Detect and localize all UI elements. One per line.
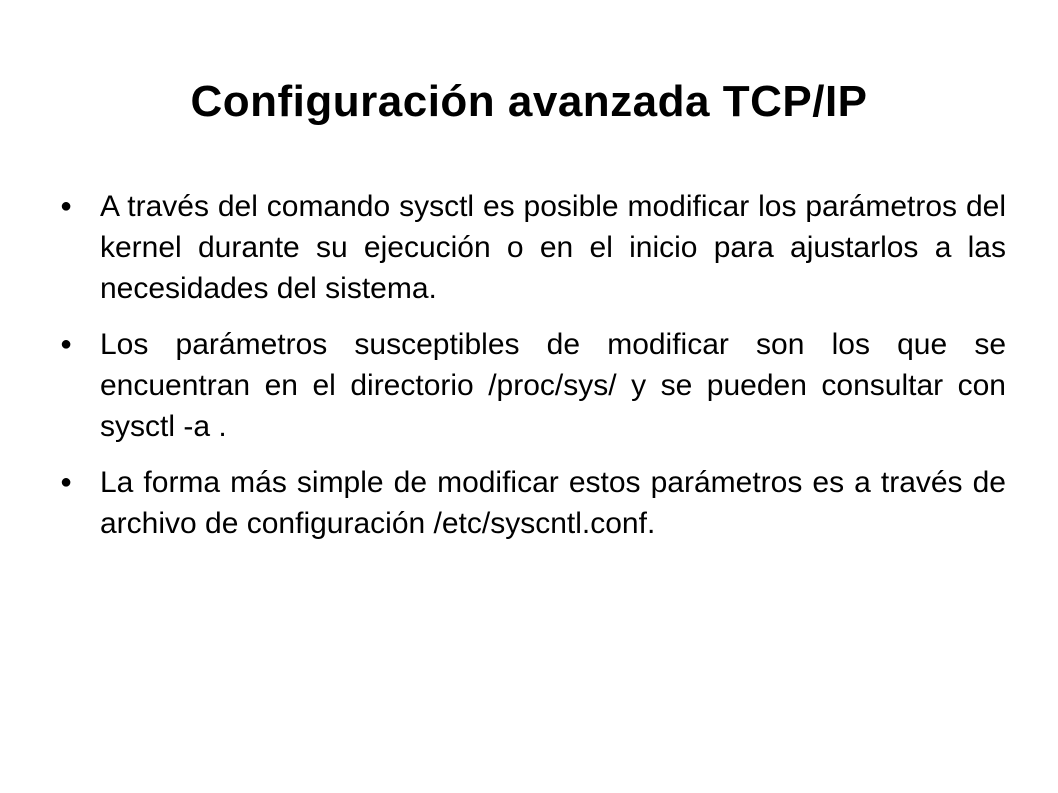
bullet-dot-icon: ● bbox=[59, 471, 73, 493]
slide-title: Configuración avanzada TCP/IP bbox=[190, 77, 868, 126]
bullet-dot-icon: ● bbox=[59, 195, 73, 217]
bullet-text: A través del comando sysctl es posible modificar los parámetros del kernel durante su ejecución o en el inicio para ajustarlos a las necesidades del sistema. bbox=[100, 190, 1006, 305]
bullet-list bbox=[56, 186, 1006, 559]
bullet-item bbox=[56, 324, 1006, 447]
bullet-item bbox=[56, 186, 1006, 309]
bullet-text: La forma más simple de modificar estos parámetros es a través de archivo de configuración /etc/syscntl.conf. bbox=[100, 466, 1006, 540]
bullet-text: Los parámetros susceptibles de modificar son los que se encuentran en el directorio /proc/sys/ y se pueden consultar con sysctl -a . bbox=[100, 328, 1006, 443]
bullet-item bbox=[56, 462, 1006, 544]
bullet-dot-icon: ● bbox=[59, 333, 73, 355]
